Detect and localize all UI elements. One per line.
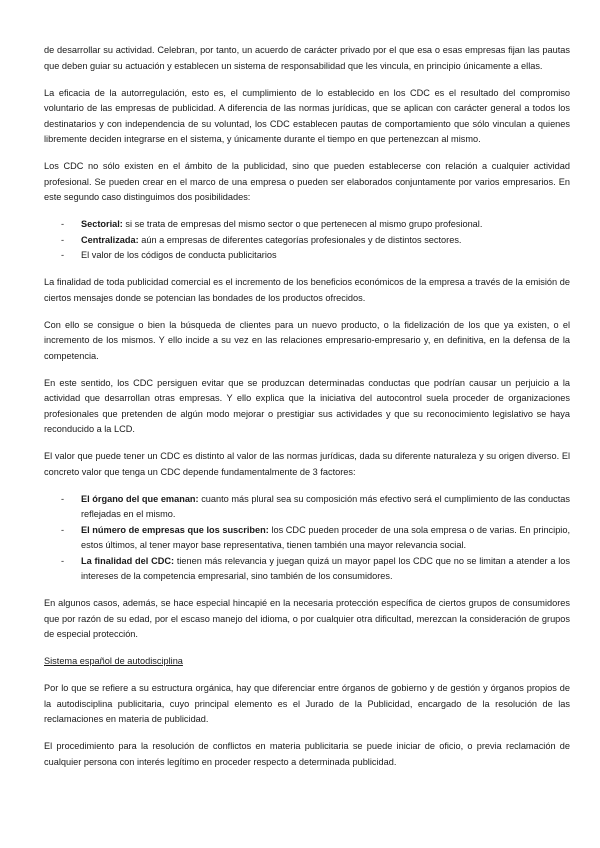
list-item-term: La finalidad del CDC: (81, 555, 175, 566)
list-item (44, 248, 570, 264)
section-heading: Sistema español de autodisciplina (44, 656, 183, 666)
paragraph-6: En este sentido, los CDC persiguen evitar que se produzcan determinadas conductas que podrían causar un perjuicio a la actividad que desarrollan otras empresas. Y ello explica que la iniciativa del autocontrol suela proceder de organizaciones profesionales que pretenden de algún modo mejorar o prestigiar sus actividades y que su reconocimiento legislativo se haya reconducido a la LCD. (44, 377, 570, 434)
list-item-text: si se trata de empresas del mismo sector o que pertenecen al mismo grupo profesional. (122, 219, 483, 229)
list-item (44, 233, 570, 249)
dash-bullet: - (61, 493, 65, 504)
dash-bullet: - (61, 250, 65, 260)
paragraph-7: El valor que puede tener un CDC es distinto al valor de las normas jurídicas, dada su diferente naturaleza y su origen diverso. El concreto valor que tenga un CDC depende fundamentalmente de 3 factores: (44, 451, 570, 477)
list-item-text: tienen más relevancia y juegan quizá un mayor papel los CDC que no se limitan a atender a los intereses de la competencia empresarial, sino también de los consumidores. (81, 555, 570, 581)
list-item (44, 217, 570, 233)
list-item-text: aún a empresas de diferentes categorías profesionales y de distintos sectores. (138, 234, 462, 245)
dash-bullet: - (61, 234, 65, 245)
paragraph-5: Con ello se consigue o bien la búsqueda de clientes para un nuevo producto, o la fidelización de los que ya existen, o el incremento de los mismos. Y ello incide a su vez en las relaciones empresario-empresario y, en definitiva, en la defensa de la competencia. (44, 319, 570, 361)
paragraph-4: La finalidad de toda publicidad comercial es el incremento de los beneficios económicos de la empresa a través de la emisión de ciertos mensajes donde se potencian las bondades de los productos ofrecidos. (44, 277, 570, 303)
paragraph-1: de desarrollar su actividad. Celebran, por tanto, un acuerdo de carácter privado por el que esa o esas empresas fijan las pautas que deben guiar su actuación y establecen un sistema de responsabilidad que les vincula, en principio únicamente a ellas. (44, 45, 570, 71)
list-item-text: cuanto más plural sea su composición más efectivo será el cumplimiento de las conductas reflejadas en el mismo. (81, 493, 570, 519)
list-item (44, 492, 570, 523)
dash-bullet: - (61, 219, 65, 229)
list-item-text: los CDC pueden proceder de una sola empresa o de varias. En principio, estos últimos, al tener mayor base representativa, tienen también una mayor relevancia social. (81, 524, 571, 550)
paragraph-9: Por lo que se refiere a su estructura orgánica, hay que diferenciar entre órganos de gobierno y de gestión y órganos propios de la autodisciplina publicitaria, cuyo principal elemento es el Jurado de la Publicidad, encargado de la resolución de las reclamaciones en materia de publicidad. (44, 683, 570, 724)
list-item-term: Sectorial: (81, 219, 123, 229)
list-factors (44, 492, 570, 585)
paragraph-10: El procedimiento para la resolución de conflictos en materia publicitaria se puede iniciar de oficio, o previa reclamación de cualquier persona con interés legítimo en proceder respecto a determinada publicidad. (44, 741, 570, 767)
list-item (44, 554, 570, 585)
list-item-text: El valor de los códigos de conducta publicitarios (81, 250, 277, 260)
list-types (44, 217, 570, 264)
dash-bullet: - (61, 555, 65, 566)
list-item-term: El número de empresas que los suscriben: (81, 524, 269, 535)
list-item (44, 523, 570, 554)
list-item-term: El órgano del que emanan: (81, 493, 199, 504)
paragraph-8: En algunos casos, además, se hace especial hincapié en la necesaria protección específica de ciertos grupos de consumidores que por razón de su edad, por el escaso manejo del idioma, o por cualquier otra dificultad, merezcan la consideración de grupos de especial protección. (44, 598, 570, 639)
dash-bullet: - (61, 524, 65, 535)
list-item-term: Centralizada: (81, 234, 139, 245)
paragraph-2: La eficacia de la autorregulación, esto es, el cumplimiento de lo establecido en los CDC es el resultado del compromiso voluntario de las empresas de publicidad. A diferencia de las normas jurídicas, que se aplican con carácter general a todos los destinatarios y con independencia de su voluntad, los CDC establecen pautas de comportamiento que sólo vinculan a quienes libremente deciden integrarse en el sistema, y únicamente durante el tiempo en que pertenezcan al mismo. (44, 87, 570, 144)
paragraph-3: Los CDC no sólo existen en el ámbito de la publicidad, sino que pueden establecerse con relación a cualquier actividad profesional. Se pueden crear en el marco de una empresa o pueden ser elaborados conjuntamente por varios empresarios. En este segundo caso distinguimos dos posibilidades: (44, 161, 570, 202)
